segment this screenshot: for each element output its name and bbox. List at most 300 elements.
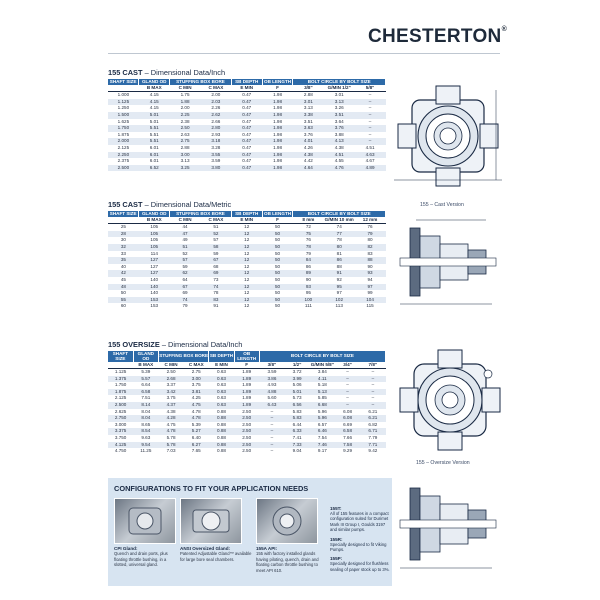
table-cell: 50	[274, 250, 281, 256]
table-subheader: 1/2"	[285, 362, 310, 369]
table-cell: 73	[213, 276, 219, 282]
table-cell: 28	[108, 231, 139, 238]
table-cell: 9.17	[317, 448, 327, 454]
table-subheader: F	[262, 85, 293, 92]
table-cell: 3.13	[324, 99, 355, 106]
table-cell: 93	[355, 270, 386, 277]
table-cell: 6.56	[285, 402, 310, 409]
table-row	[108, 409, 386, 416]
table-cell: 1.89	[234, 402, 259, 409]
table-column-header: OB LENGTH	[264, 210, 292, 216]
table-cell: 76	[305, 237, 311, 243]
table-cell: 4.78	[158, 428, 183, 435]
table-cell: 97	[355, 284, 386, 291]
table-cell: –	[371, 382, 375, 388]
table-row	[108, 402, 386, 409]
table-cell: –	[335, 376, 360, 383]
table-cell: 7.58	[335, 442, 360, 449]
table-cell: 4.55	[334, 158, 344, 164]
table-row	[108, 376, 386, 383]
table-cell: 3.80	[200, 165, 231, 172]
table-cell: 50	[262, 231, 293, 238]
table-cell: 72	[305, 224, 311, 230]
table-cell: 5.57	[133, 376, 158, 383]
table-cell: 1.98	[262, 125, 293, 132]
table-cell: 3.37	[166, 382, 176, 388]
table-cell: 4.15	[149, 105, 159, 111]
table-cell: 5.83	[285, 415, 310, 422]
table-cell: 79	[355, 231, 386, 238]
table-cell: 4.26	[303, 144, 313, 150]
table-subheader: C MIN	[158, 362, 183, 369]
cast-version-caption: 155 – Cast Version	[420, 202, 464, 208]
table-cell: 3.75	[166, 395, 176, 401]
table-cell: 1.125	[108, 99, 139, 106]
table-cell: 2.500	[108, 165, 139, 172]
table-cell: –	[270, 421, 274, 427]
table-cell: 5.13	[310, 389, 335, 396]
table-cell: 105	[139, 231, 170, 238]
table-cell: 140	[150, 276, 159, 282]
table-subheader: B MAX	[139, 217, 170, 224]
table-row	[108, 257, 386, 264]
config-item-ansi-oversized-gland	[180, 498, 252, 562]
table-cell: 105	[150, 224, 159, 230]
table-cell: 3.42	[158, 389, 183, 396]
table-cell: 91	[324, 270, 355, 277]
table-cell: 6.21	[360, 415, 385, 422]
table-cell: 95	[305, 290, 311, 296]
table-cell: 105	[139, 244, 170, 251]
table-cell: 7.41	[292, 435, 302, 441]
table-cell: 2.25	[170, 112, 201, 119]
table-cell: 0.47	[242, 131, 252, 137]
table-cell: 12	[244, 276, 250, 282]
table-cell: 3.01	[334, 92, 344, 98]
table-cell: 59	[213, 250, 219, 256]
table-cell: 2.38	[180, 118, 190, 124]
table-cell: 51	[213, 224, 219, 230]
table-row	[108, 303, 386, 310]
table-cell: 5.51	[139, 125, 170, 132]
table-cell: 50	[274, 290, 281, 296]
table-cell: 68	[213, 263, 219, 269]
table-cell: 57	[213, 237, 219, 243]
config-item-description: 155 with factory installed glands having piloting, quench, drain and floating carbon throttle bushing to meet API 610.	[256, 551, 319, 573]
table-cell: 0.88	[209, 428, 234, 435]
table-cell: 1.625	[117, 118, 130, 124]
table-cell: 6.01	[139, 152, 170, 159]
table-cell: 4.750	[114, 448, 127, 454]
table-cell: 90	[367, 263, 373, 269]
table-cell: 127	[150, 263, 159, 269]
table-cell: 94	[367, 276, 373, 282]
table-cell: 2.50	[242, 421, 252, 427]
table-cell: –	[360, 402, 385, 409]
table-cell: 3.18	[200, 138, 231, 145]
table-cell: 5.01	[149, 118, 159, 124]
table-column-header: BOLT CIRCLE BY BOLT SIZE	[293, 211, 386, 217]
table-cell: 2.750	[108, 415, 133, 422]
table-cell: –	[368, 118, 372, 124]
table-subheader	[108, 217, 139, 224]
table-cell: 12	[244, 250, 250, 256]
table-cell: 8.04	[133, 415, 158, 422]
table-cell: –	[259, 428, 284, 435]
table-cell: 2.250	[108, 152, 139, 159]
table-cell: 12	[231, 270, 262, 277]
table-cell: 6.68	[310, 402, 335, 409]
table-cell: 2.50	[242, 435, 252, 441]
table-cell: 1.98	[262, 138, 293, 145]
table-cell: 2.375	[117, 158, 130, 164]
table-cell: 74	[170, 297, 201, 304]
table-cell: 7.66	[343, 435, 353, 441]
table-column-header: GLAND OD	[139, 79, 170, 85]
table-cell: 4.75	[166, 421, 176, 427]
table-cell: 84	[293, 257, 324, 264]
variant-label: 155P:	[330, 556, 343, 562]
table-cell: 5.60	[267, 395, 277, 401]
table-cell: 50	[262, 244, 293, 251]
table-cell: 5.01	[139, 112, 170, 119]
table-row	[108, 145, 386, 152]
table-cell: 3.84	[317, 369, 327, 375]
table-cell: 2.50	[166, 369, 176, 375]
brand-name: CHESTERTON	[368, 26, 502, 47]
table-cell: 1.98	[262, 112, 293, 119]
table-cell: 2.50	[234, 442, 259, 449]
table-cell: 0.88	[209, 415, 234, 422]
table-cell: 9.42	[368, 448, 378, 454]
table-subheader: B MAX	[133, 362, 158, 369]
table-cell: 12	[244, 237, 250, 243]
table-row	[108, 435, 386, 442]
table-cell: 2.00	[180, 105, 190, 111]
table-cell: 3.38	[293, 112, 324, 119]
table-cell: 0.47	[231, 138, 262, 145]
table-cell: 3.76	[303, 131, 313, 137]
variant-text: Specially designed for flushless sealing of paper stock up to 3%.	[330, 561, 390, 572]
table-row	[108, 251, 386, 258]
table-row	[108, 152, 386, 159]
table-subheader: 8 mm	[293, 217, 324, 224]
table-cell: 12	[231, 257, 262, 264]
table-subheader-row	[108, 217, 386, 224]
table-cell: 1.98	[273, 144, 283, 150]
table-row	[108, 395, 386, 402]
table-cell: 4.51	[324, 152, 355, 159]
section-title-rest: – Dimensional Data/Inch	[142, 68, 226, 77]
table-row	[108, 244, 386, 251]
table-cell: 5.96	[317, 408, 327, 414]
cast-side-view-drawing	[396, 214, 500, 314]
table-cell: 5.18	[317, 382, 327, 388]
table-row	[108, 290, 386, 297]
table-cell: 0.88	[217, 435, 226, 441]
table-cell: 6.44	[292, 421, 302, 427]
table-cell: 4.37	[158, 402, 183, 409]
table-cell: 0.47	[231, 99, 262, 106]
table-cell: 4.78	[191, 408, 201, 414]
table-row	[108, 92, 386, 99]
table-cell: 6.57	[317, 421, 327, 427]
table-cell: 4.15	[139, 99, 170, 106]
variant-label: 155R:	[330, 536, 343, 542]
table-cell: 25	[120, 224, 126, 230]
section-title-rest: – Dimensional Data/Metric	[142, 200, 232, 209]
table-row	[108, 264, 386, 271]
table-cell: 5.78	[166, 435, 176, 441]
table-column-header: SB DEPTH	[209, 351, 234, 362]
table-cell: 153	[150, 303, 159, 309]
table-cell: 6.27	[184, 442, 209, 449]
table-cell: 2.93	[211, 131, 221, 137]
table-cell: –	[346, 382, 349, 388]
table-cell: 1.75	[180, 92, 190, 98]
table-cell: 3.13	[303, 105, 313, 111]
cpi-gland-shape	[125, 504, 165, 538]
config-item-description: Quench and drain ports, plus floating throttle bushing, in a slotted, universal gland.	[114, 551, 168, 568]
table-cell: 50	[120, 290, 126, 296]
table-cell: 6.69	[343, 421, 353, 427]
table-cell: 9.04	[292, 448, 302, 454]
table-cell: 127	[139, 270, 170, 277]
table-column-header: SB DEPTH	[231, 79, 262, 85]
variant-text: Specially designed to fit Viking Pumps.	[330, 541, 387, 553]
table-cell: 78	[336, 237, 342, 243]
table-cell: 3.76	[324, 125, 355, 132]
section-oversize-inch	[108, 340, 386, 455]
table-row	[108, 382, 386, 389]
table-cell: 62	[170, 270, 201, 277]
table-cell: 3.750	[114, 435, 127, 441]
table-cell: 1.98	[273, 92, 283, 98]
table-cell: 102	[324, 297, 355, 304]
ansi-gland-shape	[191, 504, 231, 538]
table-column-header: SB DEPTH	[231, 211, 262, 217]
table-cell: 67	[170, 284, 201, 291]
section-title-bold: 155 OVERSIZE	[108, 340, 160, 349]
table-cell: 111	[304, 303, 312, 309]
table-cell: 49	[182, 237, 188, 243]
oversize-front-view-drawing	[396, 346, 504, 458]
table-cell: 50	[262, 257, 293, 264]
table-cell: 127	[139, 257, 170, 264]
table-cell: –	[355, 112, 386, 119]
table-row	[108, 389, 386, 396]
table-cell: 74	[336, 224, 342, 230]
table-cell: 1.98	[273, 131, 283, 137]
table-cell: 78	[213, 290, 219, 296]
table-subheader: G/MIN 1/2"	[324, 85, 355, 92]
table-subheader: E MIN	[231, 217, 262, 224]
section-title	[108, 68, 386, 77]
table-cell: 2.88	[303, 92, 313, 98]
table-cell: 7.46	[310, 442, 335, 449]
table-subheader: 3/8"	[293, 85, 324, 92]
table-cell: 3.63	[293, 125, 324, 132]
table-cell: 4.51	[365, 144, 375, 150]
table-subheader: 3/8"	[259, 362, 284, 369]
table-cell: 6.01	[149, 158, 159, 164]
table-cell: 8.04	[141, 408, 151, 414]
table-cell: 4.25	[191, 395, 201, 401]
table-cell: 5.51	[139, 138, 170, 145]
table-cell: 0.47	[242, 92, 252, 98]
table-cell: 6.08	[343, 408, 353, 414]
table-cell: 2.00	[211, 92, 221, 98]
table-cell: 76	[367, 224, 373, 230]
table-cell: 1.88	[170, 99, 201, 106]
table-cell: –	[360, 376, 385, 383]
table-cell: 50	[274, 303, 281, 309]
table-row	[108, 237, 386, 244]
dimension-table-oversize-inch	[108, 351, 386, 455]
table-cell: 0.88	[209, 442, 234, 449]
table-subheader: B MAX	[139, 85, 170, 92]
table-cell: 5.39	[191, 421, 201, 427]
table-cell: 6.46	[310, 428, 335, 435]
table-row	[108, 125, 386, 132]
table-cell: 79	[305, 250, 311, 256]
variant-label: 155T:	[330, 506, 342, 511]
table-cell: 2.03	[200, 99, 231, 106]
table-cell: 1.000	[117, 92, 130, 98]
table-cell: 7.33	[285, 442, 310, 449]
table-row	[108, 422, 386, 429]
section-cast-metric	[108, 200, 386, 310]
table-cell: 4.75	[184, 402, 209, 409]
table-cell: 8.54	[133, 428, 158, 435]
table-cell: 1.750	[114, 382, 127, 388]
table-cell: 2.75	[191, 369, 201, 375]
table-cell: 1.125	[114, 369, 127, 375]
table-cell: 3.51	[303, 118, 313, 124]
table-subheader-row	[108, 362, 386, 369]
table-column-header: STUFFING BOX BORE	[170, 79, 232, 85]
table-cell: 0.63	[209, 376, 234, 383]
table-column-header: SHAFT SIZE	[108, 211, 139, 217]
table-cell: 83	[200, 297, 231, 304]
table-cell: –	[355, 99, 386, 106]
table-cell: 3.75	[191, 382, 201, 388]
oversize-version-caption: 155 – Oversize Version	[416, 460, 470, 466]
table-cell: 6.71	[360, 428, 385, 435]
table-cell: 2.75	[170, 138, 201, 145]
header-divider	[108, 53, 500, 54]
table-column-header: BOLT CIRCLE BY BOLT SIZE	[259, 351, 385, 362]
table-cell: 0.47	[242, 144, 252, 150]
table-cell: 5.27	[184, 428, 209, 435]
table-cell: 3.00	[184, 376, 209, 383]
table-cell: 1.98	[262, 152, 293, 159]
table-cell: –	[259, 442, 284, 449]
table-cell: 1.89	[234, 389, 259, 396]
table-cell: 45	[120, 276, 126, 282]
table-cell: 9.54	[133, 442, 158, 449]
table-cell: 57	[170, 257, 201, 264]
table-cell: 12	[231, 297, 262, 304]
table-cell: 4.13	[324, 138, 355, 145]
table-cell: 5.39	[141, 369, 151, 375]
table-column-header: BOLT CIRCLE BY BOLT SIZE	[293, 79, 386, 85]
table-subheader: C MIN	[170, 85, 201, 92]
table-subheader: G/MIN 10 mm	[324, 216, 354, 222]
table-cell: 1.89	[234, 376, 259, 383]
table-column-header: STUFFING BOX BORE	[158, 351, 208, 362]
table-cell: 55	[108, 297, 139, 304]
table-cell: 50	[274, 224, 281, 230]
table-column-header: OB LENGTH	[234, 351, 259, 362]
table-cell: 1.250	[117, 105, 130, 111]
table-cell: 1.89	[242, 382, 252, 388]
table-cell: 4.42	[303, 158, 313, 164]
table-cell: 51	[170, 244, 201, 251]
table-cell: 115	[366, 303, 374, 309]
table-cell: 3.59	[211, 158, 221, 164]
table-cell: 12	[231, 284, 262, 291]
table-cell: 1.98	[273, 118, 283, 124]
table-cell: –	[259, 415, 284, 422]
table-column-header: SHAFT SIZE	[108, 351, 133, 362]
dimension-table-cast-inch	[108, 79, 386, 171]
table-cell: 67	[200, 257, 231, 264]
table-cell: 12	[231, 231, 262, 238]
section-title-bold: 155 CAST	[108, 68, 143, 77]
155a-api-photo	[256, 498, 318, 544]
table-cell: 0.47	[231, 165, 262, 172]
table-cell: 0.63	[209, 389, 234, 396]
table-cell: 32	[108, 244, 139, 251]
table-cell: 5.85	[317, 395, 327, 401]
table-cell: 52	[182, 250, 188, 256]
table-subheader: C MIN	[170, 217, 201, 224]
table-cell: 2.63	[180, 131, 190, 137]
table-cell: 2.62	[200, 112, 231, 119]
table-cell: 6.64	[141, 382, 151, 388]
table-cell: 5.78	[158, 442, 183, 449]
table-cell: 83	[367, 250, 373, 256]
table-cell: –	[335, 389, 360, 396]
table-cell: 0.47	[242, 118, 252, 124]
table-cell: 0.63	[209, 402, 234, 409]
table-cell: 2.26	[211, 105, 221, 111]
table-cell: 4.64	[293, 165, 324, 172]
table-cell: 50	[262, 284, 293, 291]
config-variants-list	[330, 506, 390, 576]
table-cell: 0.63	[217, 395, 226, 401]
table-cell: 35	[108, 257, 139, 264]
table-subheader: F	[234, 362, 259, 369]
table-cell: 88	[355, 257, 386, 264]
table-cell: 78	[293, 244, 324, 251]
table-subheader: G/MIN 5/8"	[310, 361, 334, 367]
table-cell: 4.67	[365, 158, 375, 164]
table-cell: 113	[335, 303, 343, 309]
table-cell: 50	[274, 237, 281, 243]
table-cell: 50	[262, 297, 293, 304]
config-item-label: ANSI Oversized Gland:	[180, 546, 231, 551]
table-cell: 1.875	[108, 389, 133, 396]
table-cell: 4.38	[334, 144, 344, 150]
table-row	[108, 270, 386, 277]
table-cell: 30	[120, 237, 126, 243]
table-cell: 6.40	[191, 435, 201, 441]
table-column-header: STUFFING BOX BORE	[170, 211, 232, 217]
table-cell: 47	[170, 231, 201, 238]
table-cell: 52	[200, 231, 231, 238]
